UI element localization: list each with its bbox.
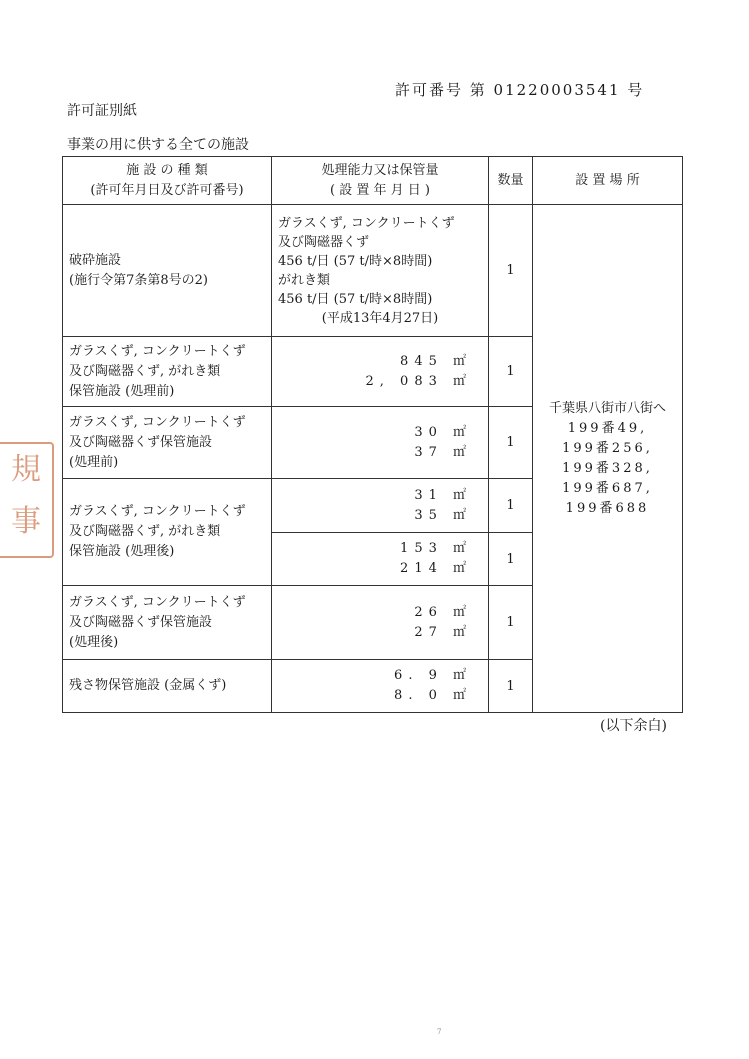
facility-kind (63, 407, 272, 479)
capacity-line: ガラスくず, コンクリートくず (278, 215, 455, 231)
location-line: 199番688 (565, 500, 650, 516)
facility-capacity (272, 533, 489, 586)
capacity-line: 30 ㎡ (414, 424, 472, 440)
page-number: 7 (437, 1028, 442, 1036)
capacity-line: 及び陶磁器くず (278, 234, 370, 250)
location-line: 199番687, (562, 480, 653, 496)
permit-number: 許可番号 第 01220003541 号 (395, 81, 645, 99)
document-title: 許可証別紙 (67, 103, 137, 119)
location-line: 199番328, (562, 460, 653, 476)
kind-line: ガラスくず, コンクリートくず (69, 504, 246, 519)
facility-count: 1 (489, 337, 533, 407)
capacity-line: 2, 083 ㎡ (365, 373, 472, 389)
header-capacity-line2: ( 設 置 年 月 日 ) (330, 182, 430, 198)
kind-line: (処理前) (69, 454, 119, 470)
header-kind-line1: 施 設 の 種 類 (126, 162, 208, 178)
capacity-line: 35 ㎡ (414, 507, 472, 523)
kind-line: 保管施設 (処理前) (69, 383, 175, 399)
kind-line: 及び陶磁器くず, がれき類 (69, 524, 221, 539)
kind-line: (処理後) (69, 634, 119, 650)
seal-stamp (0, 442, 54, 558)
kind-line: 及び陶磁器くず, がれき類 (69, 363, 221, 379)
facility-capacity (272, 407, 489, 479)
location-line: 千葉県八街市八街へ (548, 400, 666, 416)
kind-line: ガラスくず, コンクリートくず (69, 414, 246, 430)
kind-line: ガラスくず, コンクリートくず (69, 594, 246, 610)
header-kind-line2: (許可年月日及び許可番号) (90, 182, 244, 198)
facility-capacity (272, 205, 489, 337)
header-count: 数量 (489, 157, 533, 205)
facility-count: 1 (489, 479, 533, 533)
kind-line: 及び陶磁器くず保管施設 (69, 434, 213, 450)
document-subtitle: 事業の用に供する全ての施設 (67, 137, 249, 153)
header-capacity-line1: 処理能力又は保管量 (321, 162, 439, 178)
capacity-line: 456 t/日 (57 t/時×8時間) (278, 291, 433, 307)
location-line: 199番256, (562, 440, 653, 456)
facility-capacity (272, 586, 489, 660)
table-header-row (63, 157, 683, 205)
facility-kind (63, 586, 272, 660)
facility-count: 1 (489, 533, 533, 586)
remark-blank-below: (以下余白) (600, 718, 667, 734)
header-kind (63, 157, 272, 205)
installation-date: (平成13年4月27日) (321, 310, 439, 326)
capacity-line: 214 ㎡ (400, 561, 472, 576)
capacity-line: 26 ㎡ (414, 604, 472, 620)
facility-kind (63, 660, 272, 713)
facility-kind (63, 205, 272, 337)
facility-count: 1 (489, 407, 533, 479)
capacity-line: 153 ㎡ (400, 541, 472, 556)
facility-kind (63, 479, 272, 586)
seal-char-2: 事 (11, 504, 41, 539)
header-location: 設 置 場 所 (533, 157, 683, 205)
facility-kind (63, 337, 272, 407)
capacity-line: 845 ㎡ (400, 353, 472, 369)
kind-line: 破砕施設 (69, 252, 122, 268)
facility-capacity (272, 660, 489, 713)
table-row (63, 205, 683, 337)
kind-line: (施行令第7条第8号の2) (69, 272, 208, 288)
kind-line: 残さ物保管施設 (金属くず) (69, 678, 227, 693)
kind-line: 及び陶磁器くず保管施設 (69, 614, 213, 630)
capacity-line: 27 ㎡ (414, 624, 472, 640)
capacity-line: 31 ㎡ (414, 487, 472, 503)
installation-location (533, 205, 683, 713)
header-capacity (272, 157, 489, 205)
seal-char-1: 規 (11, 452, 41, 487)
facility-capacity (272, 337, 489, 407)
facility-count: 1 (489, 205, 533, 337)
capacity-line: がれき類 (278, 272, 331, 288)
capacity-line: 456 t/日 (57 t/時×8時間) (278, 253, 433, 269)
location-line: 199番49, (567, 420, 648, 436)
kind-line: 保管施設 (処理後) (69, 544, 175, 559)
facility-count: 1 (489, 660, 533, 713)
facilities-table (62, 156, 683, 713)
capacity-line: 37 ㎡ (414, 444, 472, 460)
facility-capacity (272, 479, 489, 533)
facility-count: 1 (489, 586, 533, 660)
kind-line: ガラスくず, コンクリートくず (69, 343, 246, 359)
capacity-line: 8. 0 ㎡ (394, 688, 472, 703)
capacity-line: 6. 9 ㎡ (394, 668, 472, 683)
